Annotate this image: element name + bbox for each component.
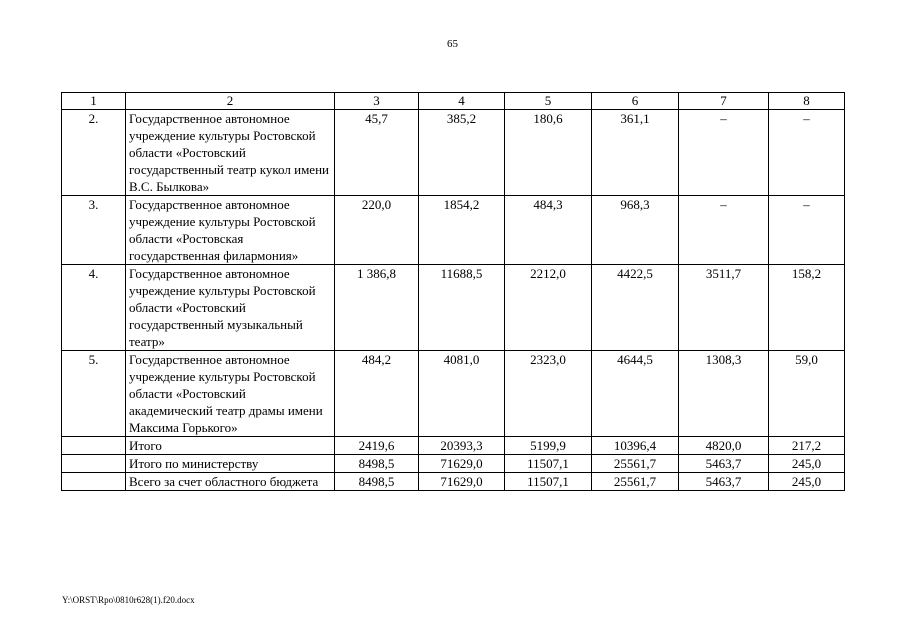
table-row: [62, 473, 845, 491]
institution-name-cell: Государственное автономное учреждение культуры Ростовской области «Ростовский государственный музыкальный театр»: [126, 265, 335, 351]
value-cell: 484,3: [505, 196, 592, 265]
table-header-row: [62, 93, 845, 110]
institution-name-cell: Государственное автономное учреждение культуры Ростовской области «Ростовский академический театр драмы имени Максима Горького»: [126, 351, 335, 437]
institution-name-cell: Государственное автономное учреждение культуры Ростовской области «Ростовская государственная филармония»: [126, 196, 335, 265]
table-row: [62, 196, 845, 265]
table-row: [62, 437, 845, 455]
value-cell: 20393,3: [419, 437, 505, 455]
budget-table: [61, 92, 845, 491]
row-number-cell: 5.: [62, 351, 126, 437]
column-header: 3: [335, 93, 419, 110]
value-cell: 245,0: [769, 455, 845, 473]
value-cell: 11688,5: [419, 265, 505, 351]
value-cell: 484,2: [335, 351, 419, 437]
value-cell: 10396,4: [592, 437, 679, 455]
value-cell: 59,0: [769, 351, 845, 437]
value-cell: 5463,7: [679, 455, 769, 473]
institution-name-cell: Государственное автономное учреждение культуры Ростовской области «Ростовский государственный театр кукол имени В.С. Былкова»: [126, 110, 335, 196]
column-header: 5: [505, 93, 592, 110]
column-header: 8: [769, 93, 845, 110]
value-cell: 8498,5: [335, 473, 419, 491]
table-row: [62, 351, 845, 437]
column-header: 6: [592, 93, 679, 110]
value-cell: 8498,5: [335, 455, 419, 473]
value-cell: 45,7: [335, 110, 419, 196]
row-number-cell: [62, 437, 126, 455]
row-number-cell: [62, 473, 126, 491]
row-number-cell: 3.: [62, 196, 126, 265]
value-cell: 11507,1: [505, 455, 592, 473]
value-cell: –: [769, 110, 845, 196]
value-cell: –: [679, 196, 769, 265]
value-cell: 968,3: [592, 196, 679, 265]
value-cell: 11507,1: [505, 473, 592, 491]
value-cell: 1 386,8: [335, 265, 419, 351]
value-cell: 217,2: [769, 437, 845, 455]
value-cell: 385,2: [419, 110, 505, 196]
value-cell: 361,1: [592, 110, 679, 196]
page-number: 65: [447, 38, 458, 50]
total-label-cell: Итого: [126, 437, 335, 455]
value-cell: 1308,3: [679, 351, 769, 437]
value-cell: 180,6: [505, 110, 592, 196]
value-cell: 25561,7: [592, 473, 679, 491]
total-label-cell: Всего за счет областного бюджета: [126, 473, 335, 491]
value-cell: 2323,0: [505, 351, 592, 437]
table-row: [62, 110, 845, 196]
value-cell: 2212,0: [505, 265, 592, 351]
value-cell: 220,0: [335, 196, 419, 265]
value-cell: 5463,7: [679, 473, 769, 491]
value-cell: 4644,5: [592, 351, 679, 437]
value-cell: –: [769, 196, 845, 265]
value-cell: 71629,0: [419, 455, 505, 473]
value-cell: 71629,0: [419, 473, 505, 491]
file-path-footer: Y:\ORST\Rpo\0810r628(1).f20.docx: [62, 595, 195, 605]
value-cell: 5199,9: [505, 437, 592, 455]
table-row: [62, 265, 845, 351]
value-cell: 158,2: [769, 265, 845, 351]
column-header: 4: [419, 93, 505, 110]
value-cell: 4081,0: [419, 351, 505, 437]
value-cell: 2419,6: [335, 437, 419, 455]
value-cell: –: [679, 110, 769, 196]
row-number-cell: 4.: [62, 265, 126, 351]
total-label-cell: Итого по министерству: [126, 455, 335, 473]
table-row: [62, 455, 845, 473]
row-number-cell: [62, 455, 126, 473]
column-header: 7: [679, 93, 769, 110]
value-cell: 1854,2: [419, 196, 505, 265]
value-cell: 4820,0: [679, 437, 769, 455]
value-cell: 245,0: [769, 473, 845, 491]
value-cell: 4422,5: [592, 265, 679, 351]
column-header: 1: [62, 93, 126, 110]
column-header: 2: [126, 93, 335, 110]
value-cell: 25561,7: [592, 455, 679, 473]
value-cell: 3511,7: [679, 265, 769, 351]
row-number-cell: 2.: [62, 110, 126, 196]
